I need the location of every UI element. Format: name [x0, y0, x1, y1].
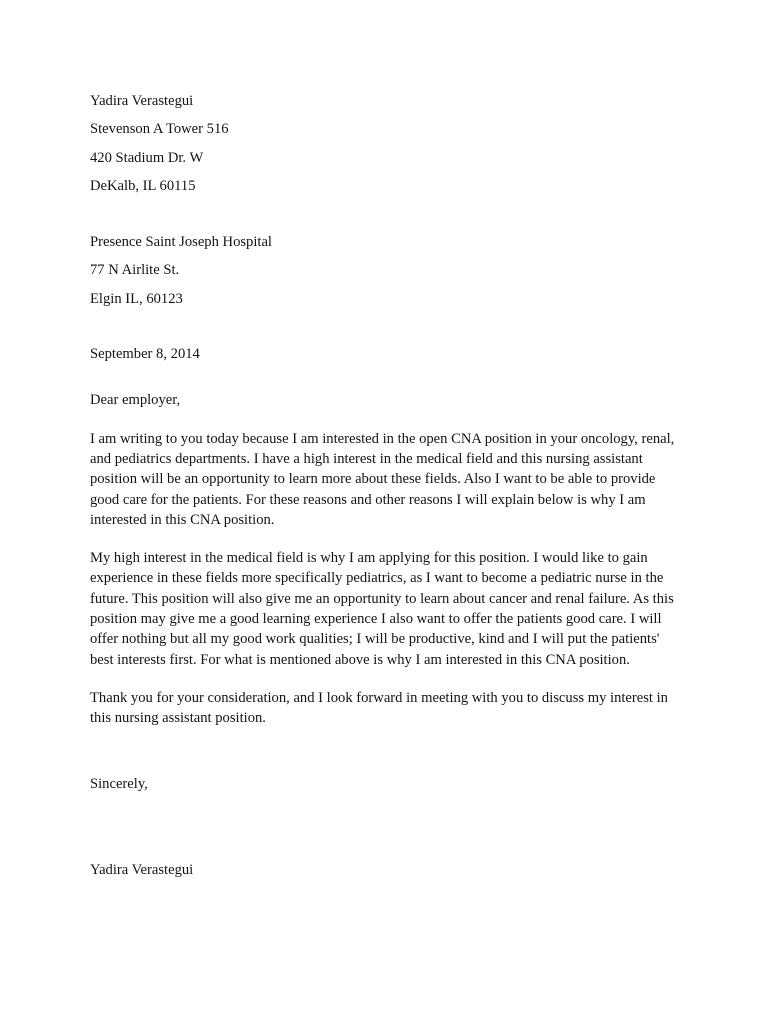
spacer: [90, 364, 685, 390]
recipient-address-line1: 77 N Airlite St.: [90, 262, 180, 279]
spacer: [90, 204, 685, 232]
letter-date: September 8, 2014: [90, 346, 200, 363]
sender-address-line1: Stevenson A Tower 516: [90, 121, 229, 138]
body-paragraph-1: I am writing to you today because I am interested in the open CNA position in your oncology, renal, and pediatrics departments. I have a high interest in the medical field and this nursing assistant position will be an opportunity to learn more about these fields. Also I want to be able to provide good care for the patients. For these reasons and other reasons I will explain below is why I am interested in this CNA position.: [90, 430, 675, 528]
recipient-name: Presence Saint Joseph Hospital: [90, 234, 272, 251]
spacer: [90, 317, 685, 344]
recipient-city-state-zip: Elgin IL, 60123: [90, 290, 183, 307]
sender-address-line2: 420 Stadium Dr. W: [90, 149, 204, 166]
body-paragraph-3: Thank you for your consideration, and I look forward in meeting with you to discuss my interest in this nursing assistant position.: [90, 689, 668, 727]
closing: Sincerely,: [90, 775, 148, 792]
sender-name: Yadira Verastegui: [90, 93, 194, 109]
salutation: Dear employer,: [90, 392, 181, 409]
sender-city-state-zip: DeKalb, IL 60115: [90, 177, 196, 194]
letter-page: [90, 91, 685, 880]
body-paragraph-2: My high interest in the medical field is why I am applying for this position. I would like to gain experience in these fields more specifically pediatrics, as I want to become a pediatric nurse in the future. This position will also give me an opportunity to learn about cancer and renal failure. As this position may give me a good learning experience I also want to offer the patients good care. I will offer nothing but all my good work qualities; I will be productive, kind and I will put the patients' best interests first. For what is mentioned above is why I am interested in this CNA position.: [90, 550, 674, 668]
spacer: [90, 794, 685, 860]
recipient-address-block: [90, 232, 685, 309]
spacer: [90, 747, 685, 774]
signature-name: Yadira Verastegui: [90, 861, 194, 878]
sender-address-block: [90, 91, 685, 196]
